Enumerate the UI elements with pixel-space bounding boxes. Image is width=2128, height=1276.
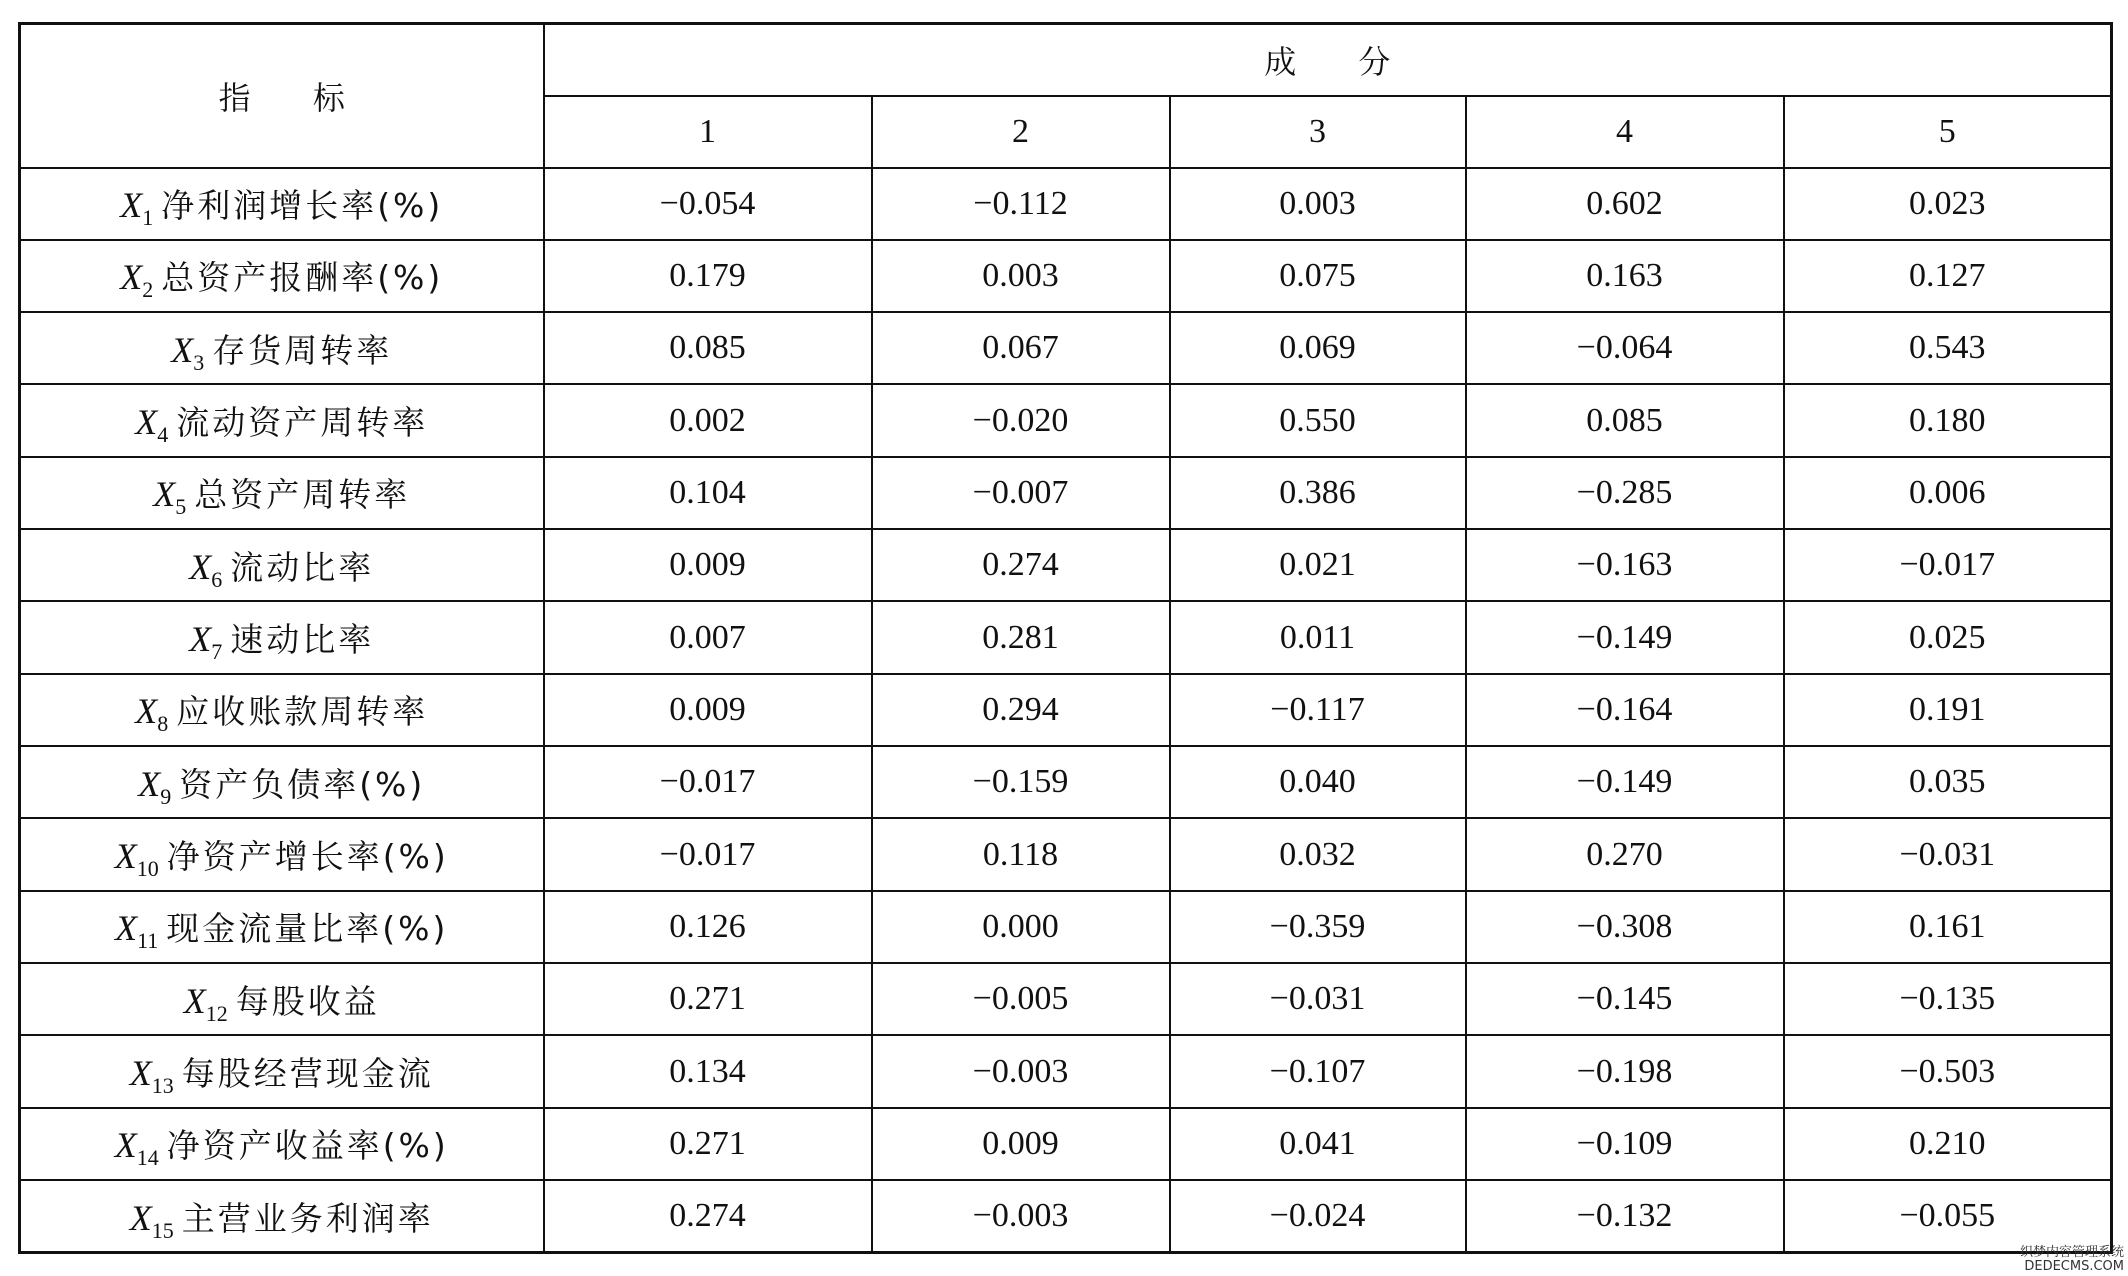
indicator-cell: [20, 1180, 544, 1252]
component-number: 1: [544, 96, 872, 168]
variable-subscript: 8: [157, 711, 169, 737]
value-cell: −0.020: [872, 384, 1170, 456]
indicator-header: 指 标: [20, 24, 544, 168]
indicator-name: 总资产报酬率(%): [161, 258, 444, 298]
indicator-cell: [20, 963, 544, 1035]
value-cell: 0.274: [872, 529, 1170, 601]
variable-symbol: X: [129, 1053, 152, 1094]
variable-subscript: 9: [160, 783, 172, 809]
value-cell: 0.294: [872, 674, 1170, 746]
value-cell: 0.000: [872, 891, 1170, 963]
value-cell: 0.543: [1784, 312, 2112, 384]
variable-symbol: X: [135, 691, 158, 732]
value-cell: −0.149: [1466, 601, 1784, 673]
value-cell: 0.104: [544, 457, 872, 529]
value-cell: 0.085: [1466, 384, 1784, 456]
value-cell: 0.032: [1170, 818, 1466, 890]
value-cell: 0.163: [1466, 240, 1784, 312]
table-row: [20, 746, 2112, 818]
indicator-name: 每股经营现金流: [181, 1054, 434, 1094]
variable-symbol: X: [114, 836, 137, 877]
indicator-name: 净资产增长率(%): [166, 837, 449, 877]
indicator-cell: [20, 674, 544, 746]
variable-symbol: X: [189, 619, 212, 660]
indicator-cell: [20, 384, 544, 456]
value-cell: −0.017: [1784, 529, 2112, 601]
variable-symbol: X: [183, 980, 206, 1021]
variable-subscript: 5: [175, 494, 187, 520]
variable-subscript: 1: [142, 205, 154, 231]
table-row: [20, 601, 2112, 673]
component-score-table: [18, 22, 2113, 1254]
indicator-cell: [20, 168, 544, 240]
indicator-cell: [20, 746, 544, 818]
variable-subscript: 11: [137, 928, 159, 954]
value-cell: 0.011: [1170, 601, 1466, 673]
value-cell: 0.009: [544, 674, 872, 746]
value-cell: −0.117: [1170, 674, 1466, 746]
variable-symbol: X: [153, 474, 176, 515]
value-cell: −0.163: [1466, 529, 1784, 601]
indicator-name: 应收账款周转率: [176, 692, 429, 732]
value-cell: 0.085: [544, 312, 872, 384]
value-cell: −0.107: [1170, 1035, 1466, 1107]
value-cell: 0.069: [1170, 312, 1466, 384]
table-row: [20, 457, 2112, 529]
value-cell: 0.006: [1784, 457, 2112, 529]
variable-symbol: X: [115, 908, 138, 949]
value-cell: −0.031: [1170, 963, 1466, 1035]
component-number: 3: [1170, 96, 1466, 168]
value-cell: 0.179: [544, 240, 872, 312]
value-cell: 0.003: [1170, 168, 1466, 240]
value-cell: −0.132: [1466, 1180, 1784, 1252]
value-cell: −0.024: [1170, 1180, 1466, 1252]
value-cell: −0.135: [1784, 963, 2112, 1035]
value-cell: 0.023: [1784, 168, 2112, 240]
table-row: [20, 1035, 2112, 1107]
value-cell: 0.041: [1170, 1108, 1466, 1180]
table-page: [18, 22, 2110, 1254]
component-number: 4: [1466, 96, 1784, 168]
table-row: [20, 1108, 2112, 1180]
value-cell: 0.134: [544, 1035, 872, 1107]
variable-subscript: 3: [193, 349, 205, 375]
value-cell: −0.285: [1466, 457, 1784, 529]
value-cell: −0.017: [544, 746, 872, 818]
value-cell: −0.308: [1466, 891, 1784, 963]
indicator-cell: [20, 1108, 544, 1180]
indicator-name: 净利润增长率(%): [161, 186, 444, 226]
variable-subscript: 7: [211, 639, 223, 665]
value-cell: 0.180: [1784, 384, 2112, 456]
value-cell: 0.009: [872, 1108, 1170, 1180]
indicator-name: 速动比率: [230, 620, 375, 660]
indicator-name: 流动资产周转率: [176, 403, 429, 443]
value-cell: −0.112: [872, 168, 1170, 240]
value-cell: 0.007: [544, 601, 872, 673]
table-row: [20, 240, 2112, 312]
indicator-cell: [20, 601, 544, 673]
value-cell: 0.075: [1170, 240, 1466, 312]
value-cell: 0.270: [1466, 818, 1784, 890]
value-cell: −0.003: [872, 1035, 1170, 1107]
value-cell: −0.145: [1466, 963, 1784, 1035]
value-cell: −0.005: [872, 963, 1170, 1035]
component-number: 5: [1784, 96, 2112, 168]
value-cell: 0.210: [1784, 1108, 2112, 1180]
value-cell: −0.164: [1466, 674, 1784, 746]
value-cell: 0.191: [1784, 674, 2112, 746]
indicator-name: 资产负债率(%): [179, 764, 426, 804]
watermark-line-2: DEDECMS.COM: [2024, 1259, 2124, 1274]
value-cell: 0.118: [872, 818, 1170, 890]
value-cell: −0.054: [544, 168, 872, 240]
value-cell: 0.281: [872, 601, 1170, 673]
variable-subscript: 15: [151, 1217, 174, 1243]
value-cell: −0.359: [1170, 891, 1466, 963]
table-row: [20, 312, 2112, 384]
variable-subscript: 4: [157, 422, 169, 448]
indicator-cell: [20, 240, 544, 312]
value-cell: 0.067: [872, 312, 1170, 384]
watermark: [2020, 1246, 2124, 1274]
value-cell: −0.109: [1466, 1108, 1784, 1180]
value-cell: 0.386: [1170, 457, 1466, 529]
table-row: [20, 529, 2112, 601]
value-cell: 0.602: [1466, 168, 1784, 240]
variable-subscript: 12: [205, 1000, 228, 1026]
value-cell: 0.161: [1784, 891, 2112, 963]
component-number: 2: [872, 96, 1170, 168]
variable-symbol: X: [114, 1125, 137, 1166]
value-cell: −0.198: [1466, 1035, 1784, 1107]
table-row: [20, 384, 2112, 456]
indicator-name: 存货周转率: [212, 330, 393, 370]
value-cell: 0.271: [544, 963, 872, 1035]
variable-symbol: X: [120, 257, 143, 298]
indicator-name: 现金流量比率(%): [166, 909, 449, 949]
value-cell: −0.007: [872, 457, 1170, 529]
variable-symbol: X: [171, 329, 194, 370]
variable-symbol: X: [138, 763, 161, 804]
variable-subscript: 10: [136, 856, 159, 882]
header-row-1: [20, 24, 2112, 96]
value-cell: 0.035: [1784, 746, 2112, 818]
table-row: [20, 1180, 2112, 1252]
table-row: [20, 891, 2112, 963]
table-row: [20, 818, 2112, 890]
value-cell: 0.274: [544, 1180, 872, 1252]
value-cell: 0.127: [1784, 240, 2112, 312]
indicator-cell: [20, 312, 544, 384]
indicator-cell: [20, 818, 544, 890]
value-cell: 0.550: [1170, 384, 1466, 456]
value-cell: 0.002: [544, 384, 872, 456]
variable-subscript: 13: [151, 1073, 174, 1099]
variable-symbol: X: [189, 546, 212, 587]
variable-subscript: 2: [142, 277, 154, 303]
value-cell: −0.055: [1784, 1180, 2112, 1252]
indicator-name: 每股收益: [235, 981, 380, 1021]
indicator-name: 总资产周转率: [194, 475, 411, 515]
watermark-line-1: 织梦内容管理系统: [2019, 1245, 2124, 1260]
table-row: [20, 674, 2112, 746]
indicator-name: 主营业务利润率: [181, 1198, 434, 1238]
table-body: [20, 168, 2112, 1253]
table-row: [20, 963, 2112, 1035]
indicator-name: 流动比率: [230, 547, 375, 587]
value-cell: 0.003: [872, 240, 1170, 312]
value-cell: −0.003: [872, 1180, 1170, 1252]
value-cell: −0.149: [1466, 746, 1784, 818]
indicator-cell: [20, 1035, 544, 1107]
value-cell: 0.009: [544, 529, 872, 601]
value-cell: −0.031: [1784, 818, 2112, 890]
indicator-cell: [20, 891, 544, 963]
component-header: 成 分: [544, 24, 2112, 96]
indicator-name: 净资产收益率(%): [166, 1126, 449, 1166]
value-cell: −0.503: [1784, 1035, 2112, 1107]
value-cell: 0.271: [544, 1108, 872, 1180]
variable-subscript: 6: [211, 566, 223, 592]
variable-symbol: X: [120, 185, 143, 226]
value-cell: 0.126: [544, 891, 872, 963]
variable-subscript: 14: [136, 1145, 159, 1171]
variable-symbol: X: [135, 402, 158, 443]
value-cell: −0.064: [1466, 312, 1784, 384]
value-cell: −0.159: [872, 746, 1170, 818]
table-row: [20, 168, 2112, 240]
value-cell: 0.025: [1784, 601, 2112, 673]
indicator-cell: [20, 529, 544, 601]
variable-symbol: X: [129, 1197, 152, 1238]
value-cell: 0.021: [1170, 529, 1466, 601]
value-cell: −0.017: [544, 818, 872, 890]
value-cell: 0.040: [1170, 746, 1466, 818]
indicator-cell: [20, 457, 544, 529]
